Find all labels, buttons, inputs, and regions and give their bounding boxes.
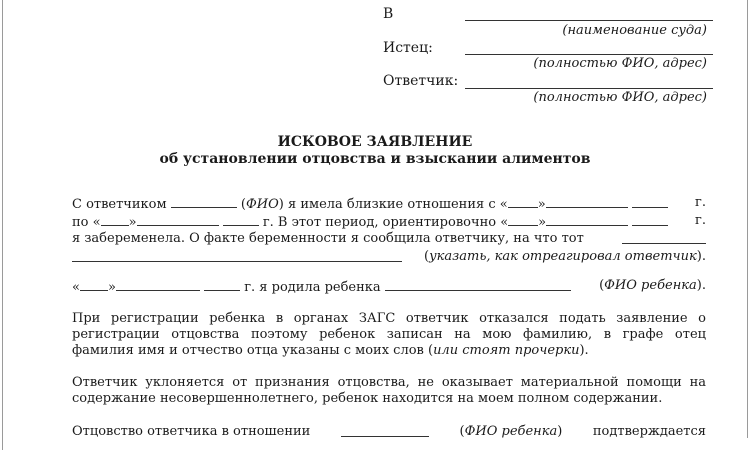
- text-line: (указать, как отреагировал ответчик).: [72, 249, 706, 265]
- plaintiff-field[interactable]: [465, 54, 713, 55]
- child-name-hint-2: ФИО ребенка: [464, 424, 558, 439]
- defendant-field[interactable]: [465, 88, 713, 89]
- paragraph-evasion: Ответчик уклоняется от признания отцовства, не оказывает материальной помощи на содержание несовершеннолетнего, ребенок находится на моем полном содержании.: [72, 375, 706, 406]
- defendant-label: Ответчик:: [383, 73, 459, 89]
- document-subtitle: об установлении отцовства и взыскании алиментов: [159, 151, 591, 167]
- birth-month-blank[interactable]: [116, 278, 200, 291]
- to-label: В: [383, 6, 394, 22]
- conception-day-blank[interactable]: [508, 213, 538, 226]
- text-line: С ответчиком (ФИО) я имела близкие отношения с « » г.: [72, 195, 706, 212]
- birth-day-blank[interactable]: [80, 278, 108, 291]
- reaction-hint: указать, как отреагировал ответчик: [429, 249, 697, 264]
- start-year-blank[interactable]: [632, 195, 668, 208]
- court-name-field[interactable]: [465, 20, 713, 21]
- paragraph-birth: [72, 278, 706, 296]
- dash-hint: или стоят прочерки: [433, 343, 580, 358]
- child-name-blank-2[interactable]: [341, 424, 429, 437]
- text-line: по « » г. В этот период, ориентировочно « » г.: [72, 213, 706, 230]
- court-name-hint: (наименование суда): [562, 23, 707, 38]
- birth-year-blank[interactable]: [204, 278, 240, 291]
- end-day-blank[interactable]: [101, 213, 129, 226]
- conception-month-blank[interactable]: [546, 213, 628, 226]
- defendant-hint: (полностью ФИО, адрес): [533, 90, 707, 105]
- document-title: ИСКОВОЕ ЗАЯВЛЕНИЕ: [277, 134, 473, 150]
- end-month-blank[interactable]: [137, 213, 219, 226]
- plaintiff-label: Истец:: [383, 40, 433, 56]
- paragraph-relationship: [72, 195, 706, 265]
- text-line: я забеременела. О факте беременности я сообщила ответчику, на что тот: [72, 231, 706, 247]
- reaction-blank[interactable]: [72, 249, 402, 262]
- page-border-left: [2, 0, 3, 450]
- page-border-right: [747, 0, 748, 438]
- paragraph-registration: При регистрации ребенка в органах ЗАГС ответчик отказался подать заявление о регистрации отцовства поэтому ребенок записан на мою фамилию, в графе отец фамилия имя и отчество отца указаны с моих слов (или стоят прочерки).: [72, 311, 706, 358]
- child-name-blank[interactable]: [385, 278, 571, 291]
- text-line: Отцовство ответчика в отношении (ФИО ребенка) подтверждается: [72, 424, 706, 439]
- plaintiff-hint: (полностью ФИО, адрес): [533, 56, 707, 71]
- child-name-hint: ФИО ребенка: [604, 278, 697, 293]
- reaction-blank-start[interactable]: [622, 231, 706, 244]
- end-year-blank[interactable]: [223, 213, 259, 226]
- defendant-name-blank[interactable]: [171, 195, 237, 208]
- start-month-blank[interactable]: [546, 195, 628, 208]
- paragraph-paternity: [72, 424, 706, 440]
- text-line: « » г. я родила ребенка (ФИО ребенка).: [72, 278, 706, 295]
- start-day-blank[interactable]: [508, 195, 538, 208]
- conception-year-blank[interactable]: [632, 213, 668, 226]
